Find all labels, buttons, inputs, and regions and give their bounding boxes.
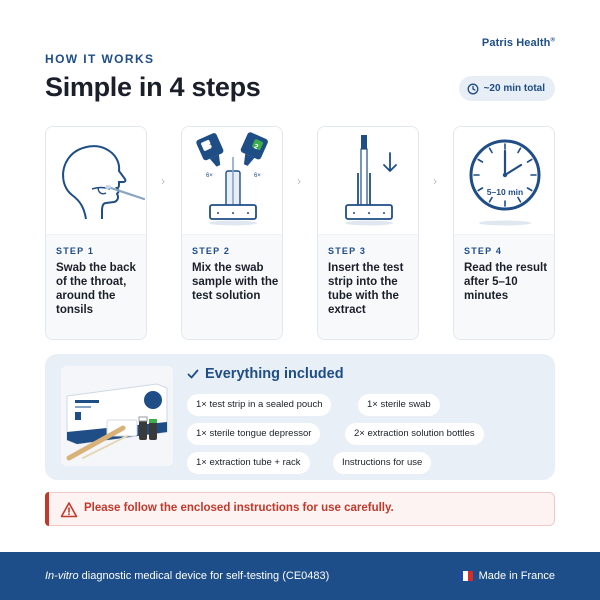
test-strip-tube-icon bbox=[318, 127, 419, 235]
kit-product-image bbox=[61, 366, 173, 466]
step-1-illustration bbox=[46, 127, 146, 235]
included-item-1: 1× test strip in a sealed pouch bbox=[187, 394, 331, 416]
included-item-2: 1× sterile swab bbox=[358, 394, 440, 416]
included-panel bbox=[45, 354, 555, 480]
made-in-france bbox=[459, 570, 555, 582]
warning-banner bbox=[45, 492, 555, 526]
step-2-description: Mix the swab sample with the test solution bbox=[192, 262, 279, 302]
drop-count-2: 6× bbox=[254, 173, 261, 179]
included-item-5: 1× extraction tube + rack bbox=[187, 452, 310, 474]
brand-logo: Patris Health® bbox=[481, 37, 555, 49]
included-item-4: 2× extraction solution bottles bbox=[345, 423, 484, 445]
warning-text: Please follow the enclosed instructions for use carefully. bbox=[84, 502, 394, 514]
section-eyebrow: HOW IT WORKS bbox=[45, 52, 155, 66]
step-3-description: Insert the test strip into the tube with the extract bbox=[328, 262, 404, 316]
drop-count-1: 6× bbox=[206, 173, 213, 179]
included-title-text: Everything included bbox=[205, 366, 344, 382]
check-icon bbox=[187, 368, 199, 380]
chevron-right-icon: › bbox=[433, 174, 437, 188]
footer-device-text: In-vitro diagnostic medical device for self-testing (CE0483) bbox=[45, 570, 330, 582]
page-title: Simple in 4 steps bbox=[45, 72, 261, 102]
step-2-number: STEP 2 bbox=[192, 246, 231, 256]
included-title bbox=[187, 366, 344, 382]
steps-row bbox=[45, 126, 555, 340]
throat-swab-icon bbox=[46, 127, 147, 235]
clock-small-icon bbox=[467, 83, 479, 95]
chevron-right-icon: › bbox=[161, 174, 165, 188]
included-item-3: 1× sterile tongue depressor bbox=[187, 423, 320, 445]
step-card-4 bbox=[453, 126, 555, 340]
made-in-text: Made in France bbox=[478, 570, 555, 582]
clock-label: 5–10 min bbox=[486, 187, 524, 197]
footer-bar bbox=[0, 552, 600, 600]
step-3-illustration bbox=[318, 127, 418, 235]
time-badge-label: ~20 min total bbox=[483, 83, 545, 94]
time-badge bbox=[459, 76, 555, 101]
warning-icon bbox=[60, 501, 78, 519]
step-3-number: STEP 3 bbox=[328, 246, 367, 256]
step-2-illustration bbox=[182, 127, 282, 235]
chevron-right-icon: › bbox=[297, 174, 301, 188]
bottle-label-1: 1 bbox=[208, 142, 216, 151]
bottle-label-2: 2 bbox=[252, 143, 260, 152]
step-card-1 bbox=[45, 126, 147, 340]
solution-bottles-icon bbox=[182, 127, 283, 235]
step-card-3 bbox=[317, 126, 419, 340]
step-1-description: Swab the back of the throat, around the tonsils bbox=[56, 262, 136, 316]
clock-icon bbox=[454, 127, 555, 235]
step-4-number: STEP 4 bbox=[464, 246, 503, 256]
step-4-description: Read the result after 5–10 minutes bbox=[464, 262, 548, 302]
step-4-illustration bbox=[454, 127, 554, 235]
france-flag-icon bbox=[459, 571, 473, 581]
step-1-number: STEP 1 bbox=[56, 246, 95, 256]
included-item-6: Instructions for use bbox=[333, 452, 431, 474]
step-card-2 bbox=[181, 126, 283, 340]
